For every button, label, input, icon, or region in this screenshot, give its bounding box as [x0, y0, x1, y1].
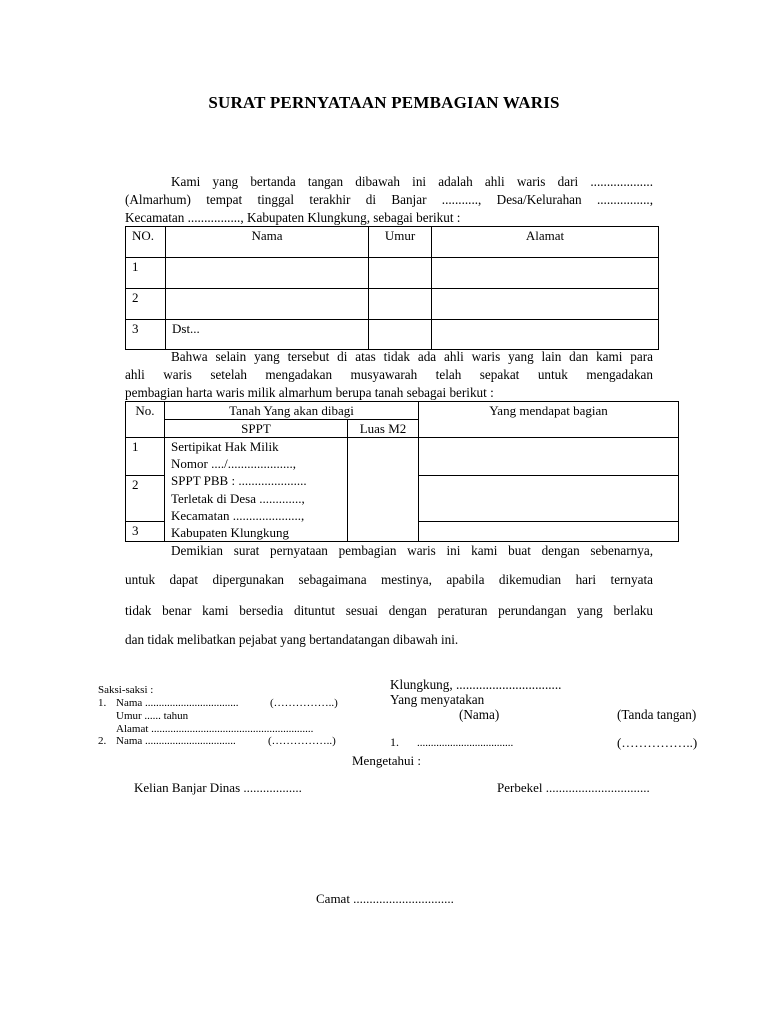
- row-no: 3: [126, 521, 165, 541]
- row-alamat: [432, 320, 659, 350]
- table-header-row: [126, 227, 659, 258]
- declarant-name-line: ...................................: [417, 737, 514, 749]
- desc-line: Nomor ..../....................,: [171, 456, 296, 472]
- land-description: [165, 438, 348, 542]
- row-alamat: [432, 289, 659, 320]
- header-tanah: Tanah Yang akan dibagi: [165, 402, 419, 420]
- header-sppt: SPPT: [165, 420, 348, 438]
- closing-line-2: untuk dapat dipergunakan sebagaimana mestinya, apabila dikemudian hari ternyata: [125, 572, 653, 587]
- para2-line-3: pembagian harta waris milik almarhum berupa tanah sebagai berikut :: [125, 385, 494, 400]
- para2-line-1: Bahwa selain yang tersebut di atas tidak ada ahli waris yang lain dan kami para: [171, 349, 653, 364]
- camat: Camat ...............................: [316, 891, 454, 906]
- row-nama: [166, 258, 369, 289]
- row-no: 2: [126, 289, 166, 320]
- witness-1-signature: (……………..): [270, 697, 338, 709]
- witness-1-number: 1.: [98, 697, 107, 709]
- table-row: [126, 258, 659, 289]
- bagian-cell: [419, 476, 679, 522]
- desc-line: SPPT PBB : .....................: [171, 473, 307, 489]
- nama-label: (Nama): [459, 707, 500, 722]
- closing-line-3: tidak benar kami bersedia dituntut sesuai dengan peraturan perundangan yang berlaku: [125, 603, 653, 618]
- row-nama: Dst...: [166, 320, 369, 350]
- para2-line-2: ahli waris setelah mengadakan musyawarah telah sepakat untuk mengadakan: [125, 367, 653, 382]
- bagian-cell: [419, 521, 679, 541]
- table-row: [126, 320, 659, 350]
- witness-2-number: 2.: [98, 735, 107, 747]
- place-date: Klungkung, ................................: [390, 677, 562, 692]
- luas-cell: [348, 438, 419, 542]
- intro-paragraph: [125, 173, 653, 227]
- intro-line-3: Kecamatan ................, Kabupaten Klungkung, sebagai berikut :: [125, 210, 461, 225]
- perbekel: Perbekel ................................: [497, 780, 650, 795]
- witness-1-age: Umur ...... tahun: [116, 710, 189, 722]
- header-no: NO.: [126, 227, 166, 258]
- signature-label: (Tanda tangan): [617, 707, 697, 722]
- land-table: [125, 401, 679, 542]
- desc-line: Kecamatan .....................,: [171, 507, 305, 523]
- header-luas: Luas M2: [348, 420, 419, 438]
- kelian-banjar: Kelian Banjar Dinas ..................: [134, 780, 302, 795]
- header-nama: Nama: [166, 227, 369, 258]
- row-umur: [369, 258, 432, 289]
- witnesses-title: Saksi-saksi :: [98, 684, 154, 696]
- witness-2-signature: (……………..): [268, 735, 336, 747]
- row-nama: [166, 289, 369, 320]
- header-bagian: Yang mendapat bagian: [419, 402, 679, 438]
- row-no: 1: [126, 438, 165, 476]
- bagian-cell: [419, 438, 679, 476]
- witness-2-name: Nama .................................: [116, 735, 236, 747]
- row-alamat: [432, 258, 659, 289]
- header-alamat: Alamat: [432, 227, 659, 258]
- closing-line-1: Demikian surat pernyataan pembagian waris ini kami buat dengan sebenarnya,: [171, 543, 653, 558]
- heirs-table: [125, 226, 659, 350]
- desc-line: Sertipikat Hak Milik: [171, 439, 279, 454]
- stating-label: Yang menyatakan: [390, 692, 485, 707]
- table-row: [126, 289, 659, 320]
- intro-line-1: Kami yang bertanda tangan dibawah ini adalah ahli waris dari ...................: [171, 174, 653, 189]
- intro-line-2: (Almarhum) tempat tinggal terakhir di Banjar ..........., Desa/Kelurahan ................,: [125, 192, 653, 207]
- second-paragraph: [125, 348, 653, 402]
- row-umur: [369, 320, 432, 350]
- table-header-row: [126, 402, 679, 420]
- witness-1-address: Alamat ...........................................................: [116, 723, 314, 735]
- header-no: No.: [126, 402, 165, 438]
- witness-1-name: Nama ..................................: [116, 697, 239, 709]
- row-no: 1: [126, 258, 166, 289]
- header-umur: Umur: [369, 227, 432, 258]
- desc-line: Kabupaten Klungkung: [171, 525, 290, 541]
- closing-line-4: dan tidak melibatkan pejabat yang bertandatangan dibawah ini.: [125, 632, 459, 647]
- mengetahui-label: Mengetahui :: [352, 753, 421, 768]
- row-no: 3: [126, 320, 166, 350]
- desc-line: Terletak di Desa .............,: [171, 490, 305, 506]
- declarant-number: 1.: [390, 735, 399, 749]
- table-row: [126, 438, 679, 476]
- row-umur: [369, 289, 432, 320]
- row-no: 2: [126, 476, 165, 522]
- document-title: SURAT PERNYATAAN PEMBAGIAN WARIS: [208, 93, 560, 112]
- declarant-signature: (……………..): [617, 735, 698, 750]
